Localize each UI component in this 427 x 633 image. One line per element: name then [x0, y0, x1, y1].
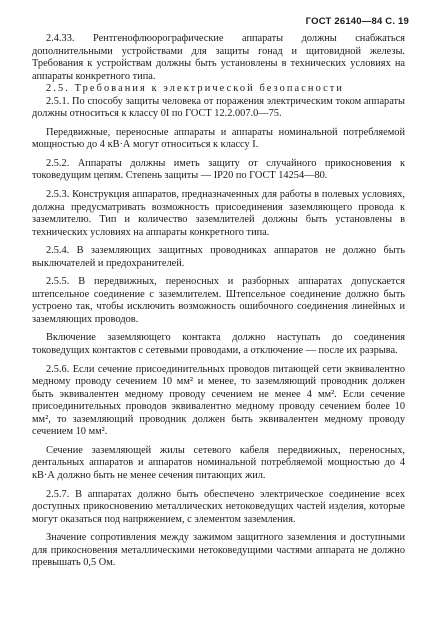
paragraph-resistance: Значение сопротивления между зажимом защитного заземления и доступными для прикосновения металлическими нетоковедущими частями аппарата не должно превышать 0,5 Ом.	[32, 532, 405, 569]
body-text	[32, 33, 405, 576]
paragraph-2-5-4: 2.5.4. В заземляющих защитных проводниках аппаратов не должно быть выключателей и предохранителей.	[32, 245, 405, 269]
paragraph-class-i: Передвижные, переносные аппараты и аппараты номинальной потребляемой мощностью до 4 кВ·А могут относиться к классу I.	[32, 126, 405, 151]
paragraph-2-5-5: 2.5.5. В передвижных, переносных и разборных аппаратах допускается штепсельное соединение с заземлителем. Штепсельное соединение должно быть устроено так, чтобы исключить возможность ошибочного соединения линейных и заземляющих проводов.	[32, 276, 405, 325]
paragraph-2-4-33: 2.4.33. Рентгенофлюорографические аппараты должны снабжаться дополнительными устройствами для защиты гонад и щитовидной железы. Требования к устройствам должны быть установлены в технических условиях на аппараты конкретного типа.	[32, 33, 405, 82]
paragraph-cable-core: Сечение заземляющей жилы сетевого кабеля передвижных, переносных, дентальных аппаратов и аппаратов номинальной потребляемой мощностью до 4 кВ·А должно быть не менее сечения питающих жил.	[32, 444, 405, 481]
paragraph-grounding-contact: Включение заземляющего контакта должно наступать до соединения токоведущих контактов с сетевыми проводами, а отключение — после их разрыва.	[32, 332, 405, 357]
running-head: ГОСТ 26140—84 С. 19	[305, 16, 409, 27]
paragraph-2-5-1: 2.5.1. По способу защиты человека от поражения электрическим током аппараты должны относиться к классу 0I по ГОСТ 12.2.007.0—75.	[32, 95, 405, 120]
paragraph-2-5-2: 2.5.2. Аппараты должны иметь защиту от случайного прикосновения к токоведущим цепям. Степень защиты — IP20 по ГОСТ 14254—80.	[32, 157, 405, 182]
paragraph-2-5-7: 2.5.7. В аппаратах должно быть обеспечено электрическое соединение всех доступных прикосновению металлических нетоковедущих частей изделия, которые могут оказаться под напряжением, с элементом заземления.	[32, 488, 405, 525]
section-heading-2-5: 2.5. Требования к электрической безопасности	[46, 83, 345, 95]
paragraph-2-5-6: 2.5.6. Если сечение присоединительных проводов питающей сети эквивалентно медному проводу сечением 10 мм² и менее, то заземляющий проводник должен быть эквивалентен медному проводу сечением не менее 4 мм². Если сечение присоединительных проводов эквивалентно медному проводу сечением более 10 мм², то заземляющий проводник должен быть эквивалентен медному проводу сечением 10 мм².	[32, 363, 405, 438]
paragraph-2-5-3: 2.5.3. Конструкция аппаратов, предназначенных для работы в полевых условиях, должна предусматривать возможность присоединения заземляющего провода к заземлителю. Тип и количество заземлителей должны быть установлены в технических условиях на аппараты конкретного типа.	[32, 189, 405, 238]
